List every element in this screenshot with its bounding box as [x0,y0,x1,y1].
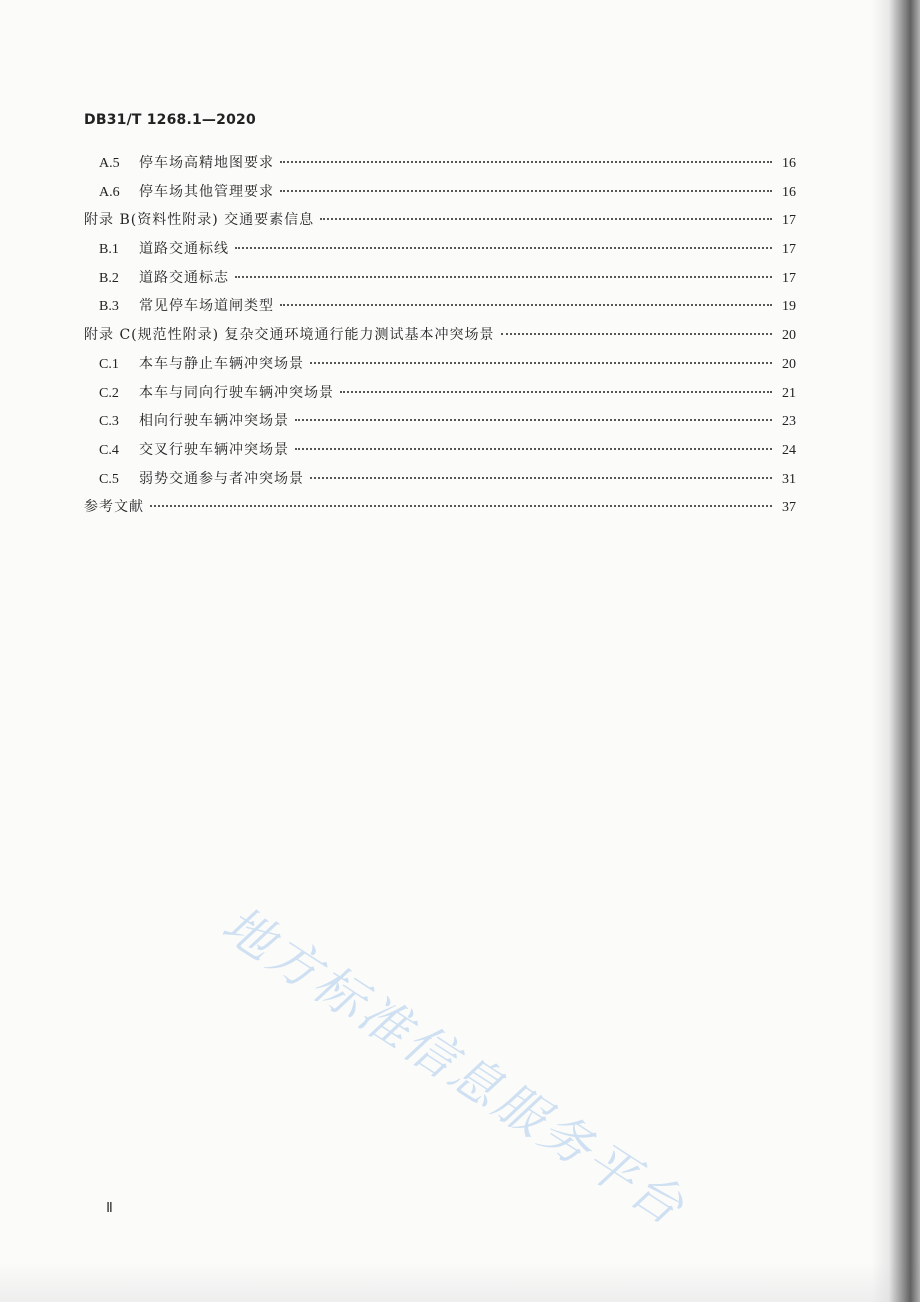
toc-entry-page: 24 [782,442,796,458]
toc-entry-number: C.1 [99,356,119,372]
toc-dot-leader [280,190,772,192]
toc-entry-title: 常见停车场道闸类型 [139,298,274,315]
toc-entry-number: A.5 [99,156,120,171]
toc-dot-leader [310,477,772,479]
toc-entry[interactable] [84,379,796,408]
toc-entry-title: 本车与同向行驶车辆冲突场景 [139,384,334,401]
toc-entry-number: B.2 [99,270,119,286]
toc-entry-title: 停车场其他管理要求 [139,183,274,200]
toc-entry[interactable] [84,350,796,379]
toc-entry-page: 21 [782,385,796,401]
scan-binding-shadow [872,0,920,1302]
toc-entry-page: 37 [782,500,796,516]
toc-entry[interactable] [84,465,796,494]
toc-entry-number: C.2 [99,385,119,401]
toc-dot-leader [340,391,772,393]
toc-entry-title: 道路交通标志 [139,269,229,286]
toc-dot-leader [310,362,772,364]
toc-entry-page: 20 [782,328,796,344]
toc-entry-page: 20 [782,356,796,372]
toc-entry-number: A.6 [99,184,120,200]
toc-entry-title: 交叉行驶车辆冲突场景 [139,441,289,458]
toc-entry-page: 17 [782,270,796,286]
watermark-text: 地方标准信息服务平台 [212,895,697,1238]
toc-entry-title: 参考文献 [84,499,144,516]
toc-entry-page: 16 [782,156,796,171]
toc-entry-title: 附录 B(资料性附录) 交通要素信息 [84,212,315,229]
toc-entry[interactable] [84,206,796,235]
toc-entry[interactable] [84,235,796,264]
toc-dot-leader [295,419,772,421]
toc-entry[interactable] [84,149,796,178]
toc-dot-leader [280,304,772,306]
scan-bottom-shade [0,1262,920,1302]
toc-entry-number: B.3 [99,299,119,315]
toc-dot-leader [320,218,772,220]
table-of-contents [84,149,796,522]
toc-dot-leader [235,276,772,278]
toc-entry-page: 17 [782,213,796,229]
toc-entry[interactable] [84,321,796,350]
toc-dot-leader [150,505,772,507]
toc-entry-number: B.1 [99,242,119,258]
toc-entry[interactable] [84,436,796,465]
toc-dot-leader [295,448,772,450]
toc-entry-title: 弱势交通参与者冲突场景 [139,470,304,487]
toc-entry-title: 停车场高精地图要求 [139,155,274,171]
toc-entry[interactable] [84,493,796,522]
toc-entry-page: 17 [782,242,796,258]
toc-entry-number: C.5 [99,471,119,487]
toc-dot-leader [235,247,772,249]
document-code-header: DB31/T 1268.1—2020 [84,112,256,128]
toc-entry[interactable] [84,407,796,436]
toc-dot-leader [280,161,772,163]
toc-entry-page: 19 [782,299,796,315]
toc-entry-page: 23 [782,414,796,430]
toc-entry-number: C.4 [99,442,119,458]
toc-entry[interactable] [84,178,796,207]
toc-entry-page: 31 [782,471,796,487]
toc-entry-page: 16 [782,184,796,200]
toc-entry-title: 相向行驶车辆冲突场景 [139,413,289,430]
toc-entry-number: C.3 [99,414,119,430]
page-number-footer: Ⅱ [106,1201,113,1216]
toc-entry[interactable] [84,264,796,293]
toc-entry-title: 本车与静止车辆冲突场景 [139,355,304,372]
toc-entry-title: 道路交通标线 [139,241,229,258]
toc-dot-leader [501,333,772,335]
toc-entry-title: 附录 C(规范性附录) 复杂交通环境通行能力测试基本冲突场景 [84,327,495,344]
toc-entry[interactable] [84,292,796,321]
